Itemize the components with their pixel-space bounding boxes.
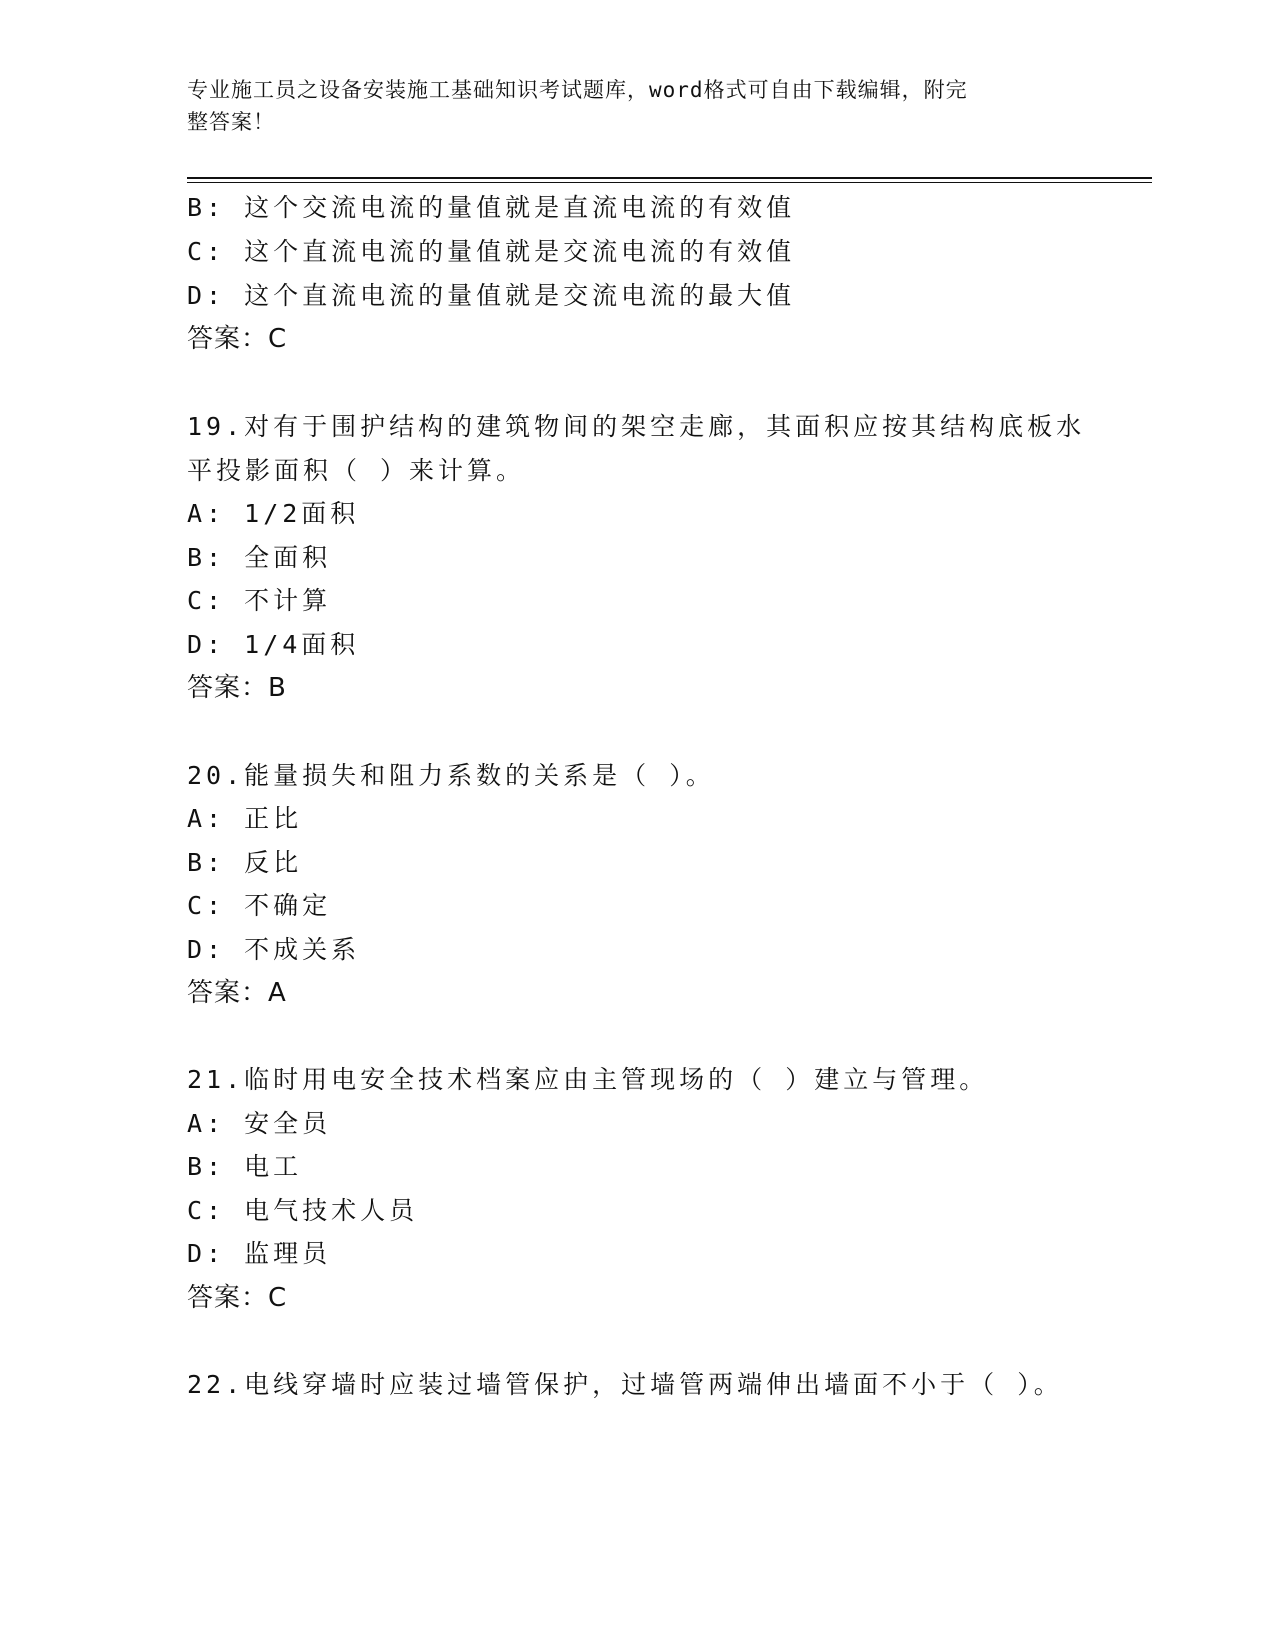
header-divider-thick	[187, 177, 1152, 179]
q19-option-a: A: 1/2面积	[187, 499, 360, 528]
header-line-2: 整答案！	[187, 110, 275, 134]
q18-option-c: C: 这个直流电流的量值就是交流电流的有效值	[187, 237, 796, 266]
q20-option-d: D: 不成关系	[187, 935, 361, 964]
q21-answer: 答案：C	[187, 1283, 288, 1313]
header-divider-thin	[187, 182, 1152, 183]
q21-question: 21.临时用电安全技术档案应由主管现场的（ ）建立与管理。	[187, 1065, 989, 1094]
q20-question: 20.能量损失和阻力系数的关系是（ ）。	[187, 761, 715, 790]
q18-option-b: B: 这个交流电流的量值就是直流电流的有效值	[187, 193, 796, 222]
q21-option-d: D: 监理员	[187, 1239, 332, 1268]
q20-answer: 答案：A	[187, 978, 287, 1008]
q19-option-d: D: 1/4面积	[187, 630, 360, 659]
header-line-1: 专业施工员之设备安装施工基础知识考试题库，word格式可自由下载编辑，附完	[187, 78, 968, 102]
q18-answer: 答案：C	[187, 324, 288, 354]
q21-option-c: C: 电气技术人员	[187, 1196, 419, 1225]
q19-answer: 答案：B	[187, 673, 287, 703]
q20-option-b: B: 反比	[187, 848, 303, 877]
q20-option-c: C: 不确定	[187, 891, 332, 920]
q19-question-line-1: 19.对有于围护结构的建筑物间的架空走廊，其面积应按其结构底板水	[187, 412, 1086, 441]
q19-option-c: C: 不计算	[187, 586, 332, 615]
q21-option-b: B: 电工	[187, 1152, 303, 1181]
q21-option-a: A: 安全员	[187, 1109, 332, 1138]
q19-option-b: B: 全面积	[187, 543, 332, 572]
q20-option-a: A: 正比	[187, 804, 303, 833]
document-header	[187, 74, 1067, 138]
q19-question-line-2: 平投影面积（ ）来计算。	[187, 456, 526, 485]
q18-option-d: D: 这个直流电流的量值就是交流电流的最大值	[187, 281, 796, 310]
q22-question: 22.电线穿墙时应装过墙管保护，过墙管两端伸出墙面不小于（ ）。	[187, 1370, 1063, 1399]
